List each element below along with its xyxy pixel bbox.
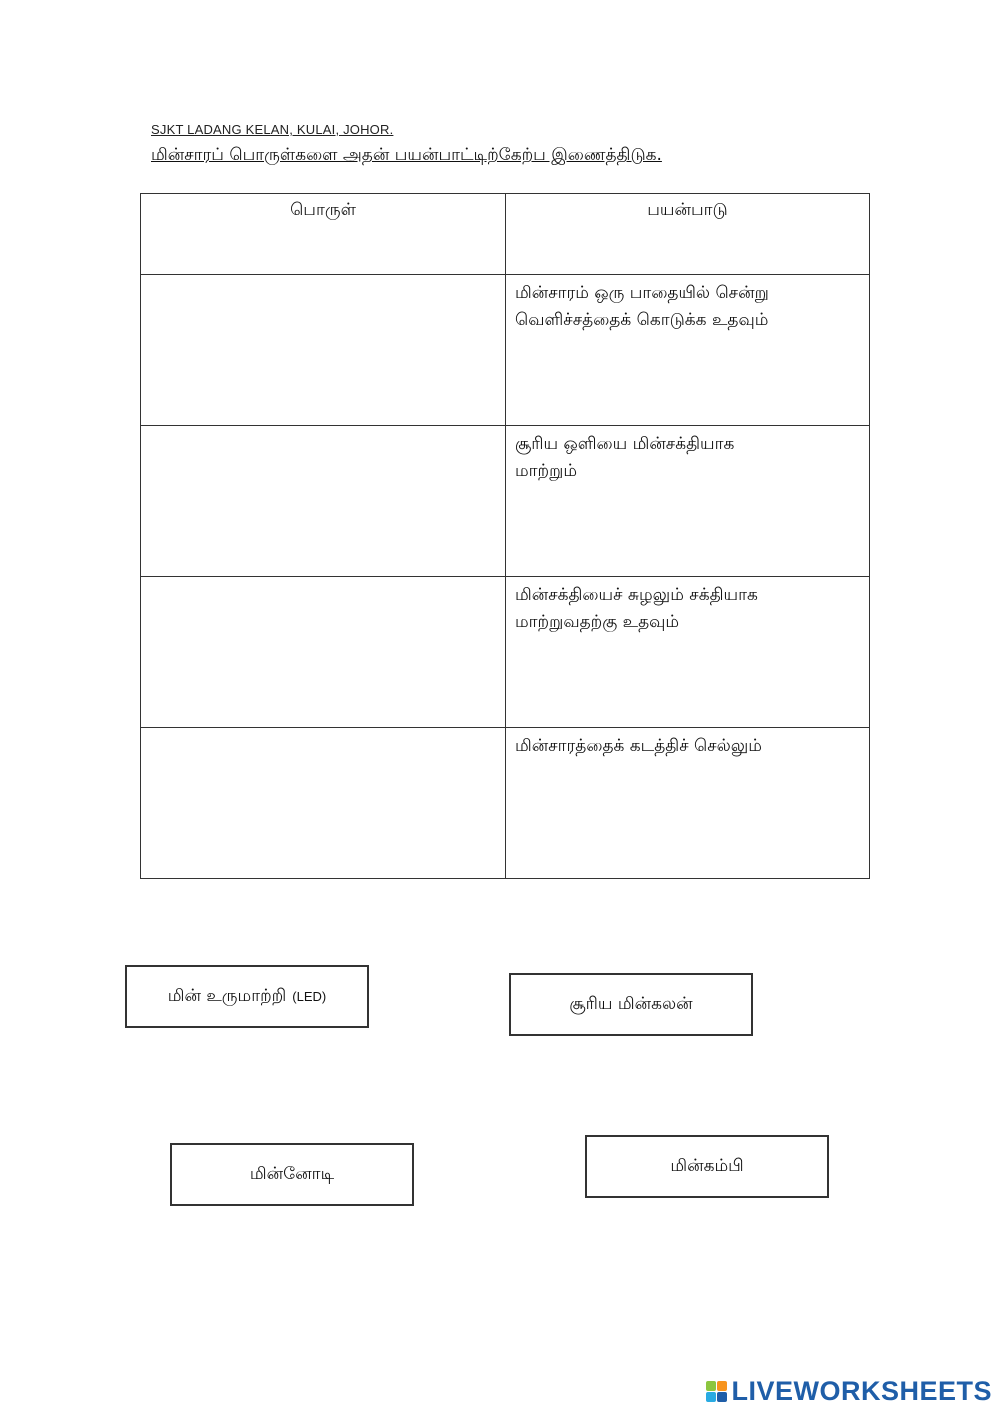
usage-cell (506, 728, 870, 879)
brand-text: LIVEWORKSHEETS (731, 1376, 992, 1406)
table-row (141, 275, 870, 426)
liveworksheets-brand[interactable] (706, 1376, 992, 1407)
usage-line: மாற்றும் (515, 461, 578, 481)
table-row (141, 577, 870, 728)
card-label: சூரிய மின்கலன் (569, 993, 693, 1014)
drop-zone-2[interactable] (141, 426, 506, 577)
drag-card-solar-cell[interactable] (509, 973, 753, 1036)
card-label: மின் உருமாற்றி (167, 985, 287, 1006)
usage-line: மின்சாரம் ஒரு பாதையில் சென்று (515, 283, 769, 303)
drag-card-motor[interactable] (170, 1143, 414, 1206)
usage-line: வெளிச்சத்தைக் கொடுக்க உதவும் (515, 310, 769, 330)
table-header-row (141, 194, 870, 275)
drag-card-wire[interactable] (585, 1135, 829, 1198)
instruction-text: மின்சாரப் பொருள்களை அதன் பயன்பாட்டிற்கேற்ப இணைத்திடுக. (151, 145, 662, 165)
usage-line: மாற்றுவதற்கு உதவும் (515, 612, 680, 632)
header-usage: பயன்பாடு (506, 194, 870, 275)
usage-line: சூரிய ஒளியை மின்சக்தியாக (515, 434, 735, 454)
usage-line: மின்சக்தியைச் சுழலும் சக்தியாக (515, 585, 758, 605)
table-row (141, 728, 870, 879)
usage-cell (506, 426, 870, 577)
usage-cell (506, 577, 870, 728)
card-suffix: (LED) (292, 989, 327, 1004)
drop-zone-3[interactable] (141, 577, 506, 728)
liveworksheets-logo-icon (706, 1381, 727, 1402)
usage-cell (506, 275, 870, 426)
usage-line: மின்சாரத்தைக் கடத்திச் செல்லும் (515, 736, 762, 756)
drop-zone-4[interactable] (141, 728, 506, 879)
drop-zone-1[interactable] (141, 275, 506, 426)
school-name: SJKT LADANG KELAN, KULAI, JOHOR. (151, 122, 394, 137)
header-item: பொருள் (141, 194, 506, 275)
matching-table (140, 193, 870, 879)
card-label: மின்கம்பி (670, 1155, 744, 1176)
card-label: மின்னோடி (249, 1163, 335, 1184)
drag-card-led[interactable] (125, 965, 369, 1028)
table-row (141, 426, 870, 577)
